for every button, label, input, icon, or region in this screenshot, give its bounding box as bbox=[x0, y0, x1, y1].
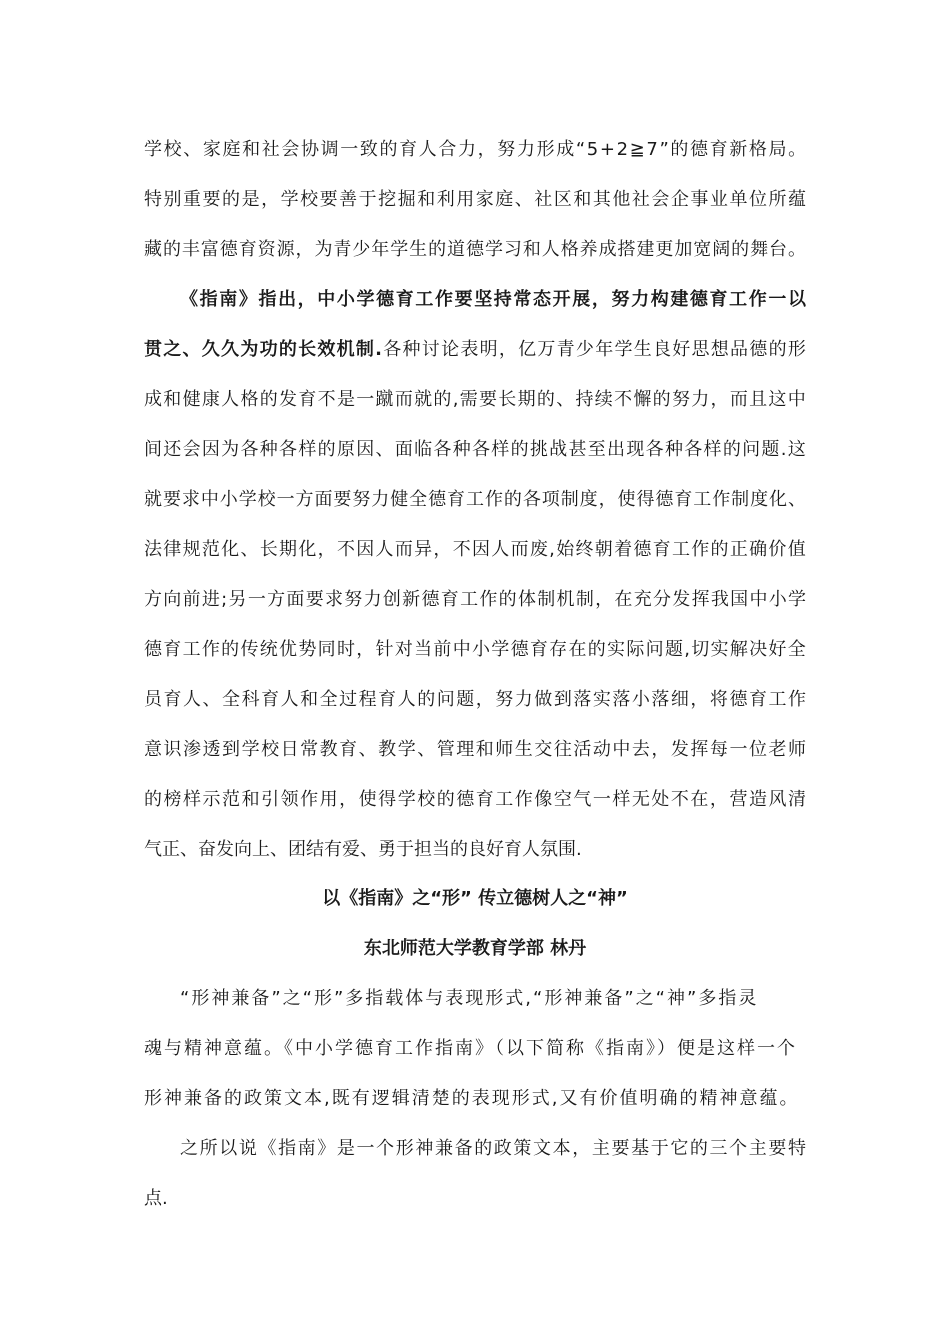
text-line: 魂与精神意蕴。《中小学德育工作指南》（以下简称《指南》）便是这样一个 bbox=[144, 1038, 797, 1059]
bold-text-line: 《指南》指出，中小学德育工作要坚持常态开展，努力构建德育工作一以 bbox=[180, 289, 808, 310]
text-line: 之所以说《指南》是一个形神兼备的政策文本，主要基于它的三个主要特 bbox=[180, 1138, 808, 1159]
text-line bbox=[144, 338, 807, 362]
text-line: 学校、家庭和社会协调一致的育人合力，努力形成“5+2≧7”的德育新格局。 bbox=[144, 139, 808, 160]
text-line: 方向前进;另一方面要求努力创新德育工作的体制机制，在充分发挥我国中小学 bbox=[144, 589, 808, 610]
article-title: 以《指南》之“形” 传立德树人之“神” bbox=[322, 888, 628, 909]
text-line: 气正、奋发向上、团结有爱、勇于担当的良好育人氛围. bbox=[144, 839, 582, 860]
bold-text-segment: 贯之、久久为功的长效机制. bbox=[144, 339, 384, 360]
text-line: “形神兼备”之“形”多指载体与表现形式,“形神兼备”之“神”多指灵 bbox=[180, 988, 759, 1009]
text-line: 的榜样示范和引领作用，使得学校的德育工作像空气一样无处不在，营造风清 bbox=[144, 789, 808, 810]
text-segment: 各种讨论表明，亿万青少年学生良好思想品德的形 bbox=[383, 339, 808, 360]
text-line: 特别重要的是，学校要善于挖掘和利用家庭、社区和其他社会企事业单位所蕴 bbox=[144, 189, 808, 210]
text-line: 成和健康人格的发育不是一蹴而就的,需要长期的、持续不懈的努力，而且这中 bbox=[144, 389, 808, 410]
text-line: 意识渗透到学校日常教育、教学、管理和师生交往活动中去，发挥每一位老师 bbox=[144, 739, 808, 760]
article-author: 东北师范大学教育学部 林丹 bbox=[363, 938, 587, 959]
text-line: 德育工作的传统优势同时，针对当前中小学德育存在的实际问题,切实解决好全 bbox=[144, 639, 808, 660]
text-line: 就要求中小学校一方面要努力健全德育工作的各项制度，使得德育工作制度化、 bbox=[144, 489, 807, 510]
text-line: 间还会因为各种各样的原因、面临各种各样的挑战甚至出现各种各样的问题.这 bbox=[144, 439, 808, 460]
text-line: 点. bbox=[144, 1188, 168, 1209]
text-line: 法律规范化、长期化，不因人而异，不因人而废,始终朝着德育工作的正确价值 bbox=[144, 539, 808, 560]
text-line: 形神兼备的政策文本,既有逻辑清楚的表现形式,又有价值明确的精神意蕴。 bbox=[144, 1088, 800, 1109]
text-line: 员育人、全科育人和全过程育人的问题，努力做到落实落小落细，将德育工作 bbox=[144, 689, 808, 710]
text-line: 藏的丰富德育资源，为青少年学生的道德学习和人格养成搭建更加宽阔的舞台。 bbox=[144, 239, 807, 260]
